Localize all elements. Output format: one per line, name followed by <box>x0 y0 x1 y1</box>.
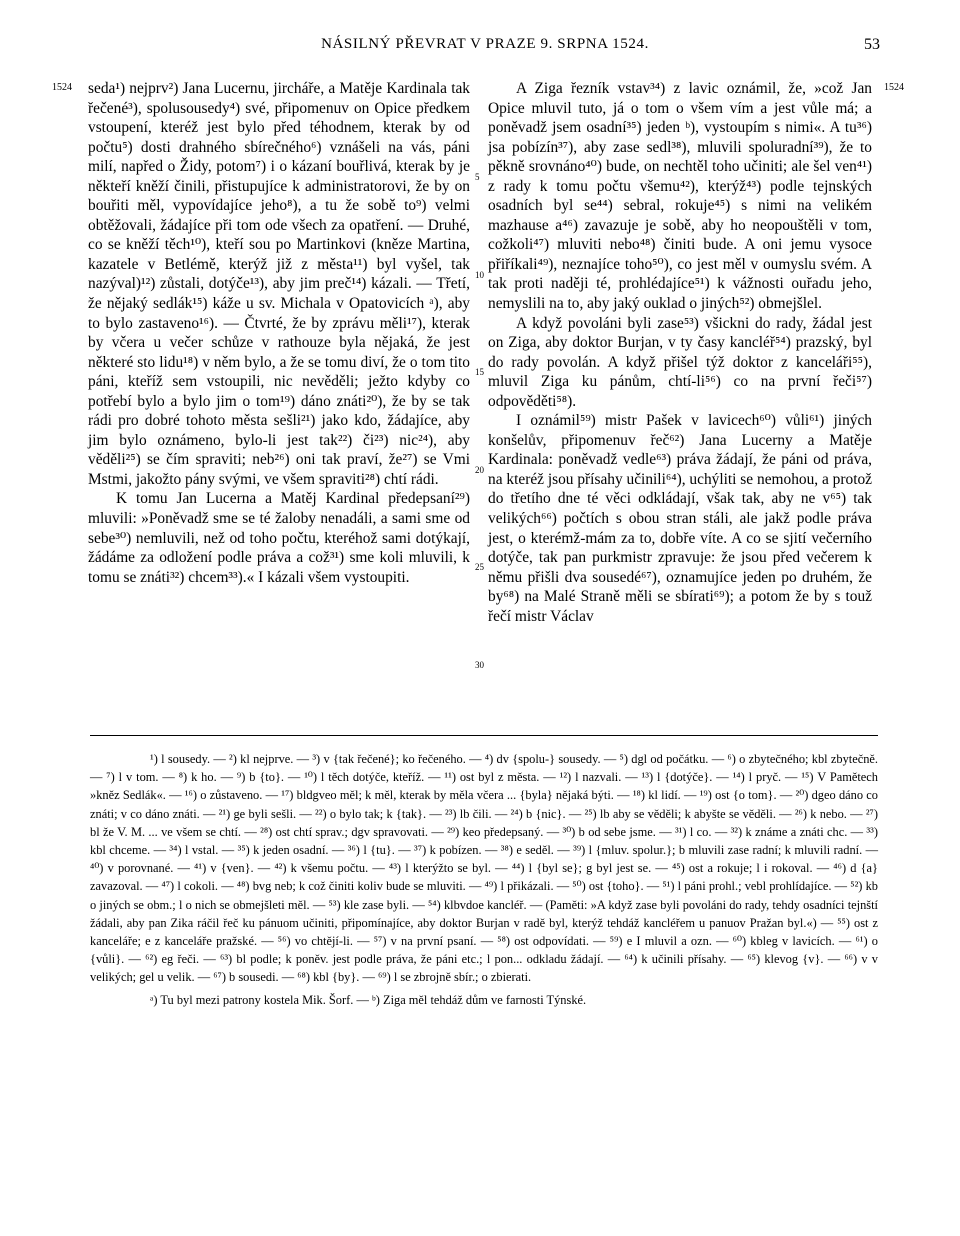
margin-year-right: 1524 <box>884 82 904 93</box>
margin-year-left: 1524 <box>52 82 72 93</box>
right-paragraph-3: I oznámil⁵⁹) mistr Pašek v lavicech⁶⁰) vůli⁶¹) jiných konšelův, připomenuv řeč⁶²) Jana Lucerny a Matěje Kardinala: poněvadž vedle⁶³) práva žádají, že páni od práva, na kteréž jsou přísahy učinili⁶⁴), uchýliti se nemohou, a protož do třetího dne té věci odkládají, však tak, aby ne v⁶⁵) tak velikých⁶⁶) počtích s obou stran stáli, ale jakž podle práva jest, o kterémž-mám za to, dobře víte. A co se sjití večerního dotýče, tak pan purkmistr zpravuje: že jsou před večerem k němu přišli dva sousedé⁶⁷), oznamujíce jeden po druhém, že by⁶⁸) na Malé Straně měli se sbírati⁶⁹); a potom že by s touž řečí mistr Václav <box>488 412 872 625</box>
line-number-30: 30 <box>475 660 484 670</box>
variant-footnotes: ¹) l sousedy. — ²) kl nejprve. — ³) v {tak řečené}; ko řečeného. — ⁴) dv {spolu-} sousedy. — ⁵) dgl od počátku. — ⁶) o zbytečného; kbl zbytečně. — ⁷) l v tom. — ⁸) k ho. — ⁹) b {to}. — ¹⁰) l těch dotýče, kteříž. — ¹¹) ost byl z města. — ¹²) l nazvali. — ¹³) l {dotýče}. — ¹⁴) l pryč. — ¹⁵) V Pamětech »kněz Sedlák«. — ¹⁶) o zůstaveno. — ¹⁷) bldgveo měl; k měl, kterak by měla včera ... {byla} nějaká býti. — ¹⁸) kl lidí. — ¹⁹) ost {o tom}. — ²⁰) dgeo dáno co znáti; v co dáno znáti. — ²¹) ge byli sešli. — ²²) o bylo tak; k {tak}. — ²³) lb čili. — ²⁴) b {nic}. — ²⁵) lb aby se věděli; k abyšte se věděli. — ²⁶) k nebo. — ²⁷) bl že V. M. ... ve všem se chtí. — ²⁸) ost chtí sprav.; dgv spravovati. — ²⁹) keo předepsaný. — ³⁰) b od sebe jsme. — ³¹) l co. — ³²) k známe a znáti chc. — ³³) kbl chceme. — ³⁴) l vstal. — ³⁵) k jeden osadní. — ³⁶) l {tu}. — ³⁷) k pobízen. — ³⁸) e seděl. — ³⁹) l {mluv. spolur.}; b mluvili zase radní; k mluvili radní. — ⁴⁰) v porovnané. — ⁴¹) v {ven}. — ⁴²) k všemu počtu. — ⁴³) l kterýžto se byl. — ⁴⁴) l {byl se}; g byl jest se. — ⁴⁵) ost a rokuje; l i rokoval. — ⁴⁶) d {a} zavazoval. — ⁴⁷) l cokoli. — ⁴⁸) bvg neb; k což činiti koliv bude se mluviti. — ⁴⁹) l přikázali. — ⁵⁰) ost {toho}. — ⁵¹) l páni prohl.; vebl prohlídajíce. — ⁵²) kb o jiných se obm.; l o nich se obmejšleti měl. — ⁵³) kle zase byli. — ⁵⁴) klbvdoe kancléř. — (Paměti: »A když zase byli povoláni do rady, tehdy osadníci tejnští žádali, aby pan Zika ráčil řeč ku pánuom učiniti, připomínajíce, aby doktor Burjan v radě byl, kterýž tehdáž kancléřem u panuov Pražan byl.«) — ⁵⁵) ost z kanceláře; e z kanceláře pražské. — ⁵⁶) vo chtějí-li. — ⁵⁷) v na první psaní. — ⁵⁸) ost odpovídati. — ⁵⁹) e I mluvil a ozn. — ⁶⁰) kbleg v lavicích. — ⁶¹) o {vůli}. — ⁶²) eg řeči. — ⁶³) bl podle; k poněv. jest podle práva, že páni etc.; l pon... odkladu žádají. — ⁶⁴) k učinili přísahy. — ⁶⁵) klevog {v}. — ⁶⁶) v v velikých; gel u velik. — ⁶⁷) b sousedi. — ⁶⁸) kbl {by}. — ⁶⁹) l se zbrojně sbír.; o zbierati. <box>90 752 878 985</box>
editorial-notes: ᵃ) Tu byl mezi patrony kostela Mik. Šorf. — ᵇ) Ziga měl tehdáž dům ve farnosti Týnské. <box>150 992 587 1007</box>
right-column <box>488 79 872 626</box>
footnote-divider <box>90 735 878 736</box>
line-number-15: 15 <box>475 367 484 377</box>
right-paragraph-1: A Ziga řezník vstav³⁴) z lavic oznámil, že, »což Jan Opice mluvil tuto, já o tom o všem vím a jest vůle má; a poněvadž jsem osadní³⁵) jeden ᵇ), vystoupím s nimi«. A tu³⁶) jsa pobízín³⁷), aby zase sedl³⁸), mluvili spoluradní³⁹), že to pěkně srovnáno⁴⁰) bude, on nechtěl toho učiniti; ale šel ven⁴¹) z rady k tomu počtu všemu⁴²), kterýž⁴³) podle tejnských osadních byl se⁴⁴) sebral, rokuje⁴⁵) s nimi na velikém mazhause a⁴⁶) zavazuje je sobě, aby ho neopouštěli v tom, cožkoli⁴⁷) mluviti nebo⁴⁸) činiti bude. A oni jemu vysoce přiříkali⁴⁹), neznajíce toho⁵⁰), co jest měl v oumyslu svém. A tak proti naději té, prohlédajíce⁵¹) k vážnosti ouřadu jeho, nemyslili na to, aby jaký ouklad o jiných⁵²) obmejšlel. <box>488 80 872 313</box>
right-paragraph-2: A když povoláni byli zase⁵³) všickni do rady, žádal jest on Ziga, aby doktor Burjan, v ty časy kancléř⁵⁴) prazský, byl do rady povolán. A když přišel týž doktor z kanceláři⁵⁵), mluvil Ziga ku pánům, chtí-li⁵⁶) co na první řeči⁵⁷) odpověděti⁵⁸). <box>488 314 872 410</box>
footnotes <box>90 750 878 1009</box>
line-number-25: 25 <box>475 562 484 572</box>
left-paragraph-2: K tomu Jan Lucerna a Matěj Kardinal předepsaní²⁹) mluvili: »Poněvadž sme se té žaloby nenadáli, a sami sme od sebe³⁰) nemluvili, než od toho počtu, kteréhož sami dotýkají, žádáme za odložení podle práva a což³¹) sme koli mluvili, k tomu se znáti³²) chcem³³).« I kázali všem vystoupiti. <box>88 490 470 586</box>
line-number-20: 20 <box>475 465 484 475</box>
running-title: NÁSILNÝ PŘEVRAT V PRAZE 9. SRPNA 1524. <box>321 36 649 52</box>
line-number-10: 10 <box>475 270 484 280</box>
left-paragraph-1: seda¹) nejprv²) Jana Lucernu, jircháře, a Matěje Kardinala tak řečené³), spolusousedy⁴) své, připomenuv on Opice předkem vstoupení, kteréž jest bylo před téhodnem, kterak by od počtu⁵) dosti drahného sbírečného⁶) vznášeli na vás, páni milí, napřed o Židy, potom⁷) i o kázaní bouřlivá, kterak by je někteří kněží činili, přistupujíce k administratorovi, že by on bouřiti měl, vypovídajíce jeho⁸), a tu že sobě to⁹) velmi obtěžovali, žádajíce při tom ode všech za opatření. — Druhé, co se kněží těch¹⁰), kteří sou po Martinkovi (kněze Martina, kazatele v Betlémě, kterýž již z města¹¹) byl vyšel, tak nazýval)¹²) zůstali, dotýče¹³), aby jim preč¹⁴) kázali. — Třetí, že nějaký sedlák¹⁵) káže u sv. Michala v Opatovicích ᵃ), aby to bylo zastaveno¹⁶). — Čtvrté, že by zprávu měli¹⁷), kterak by včera u večer schůze v rathouze byla nějaká, že jest některé sto lidu¹⁸) v něm bylo, a že se tomu diví, že o tom tito páni, kteříž sem vstoupili, nic nevěděli; ježto kdyby co potřebí bylo a bylo jim o tom¹⁹) dáno znáti²⁰), že by se tak rádi pro dobré tohoto města sešli²¹) jako kdo, žádajíce, aby jim bylo oznámeno, bylo-li jest tak²²) či²³) nic²⁴), aby věděli²⁵) se čím spraviti; neb²⁶) oni tak praví, že²⁷) se Vmi Mstmi, jakožto pány svými, ve všem spraviti²⁸) chtí rádi. <box>88 80 470 488</box>
left-column <box>88 79 470 587</box>
line-number-5: 5 <box>475 172 480 182</box>
page-number: 53 <box>864 36 880 53</box>
page-header <box>90 36 880 60</box>
